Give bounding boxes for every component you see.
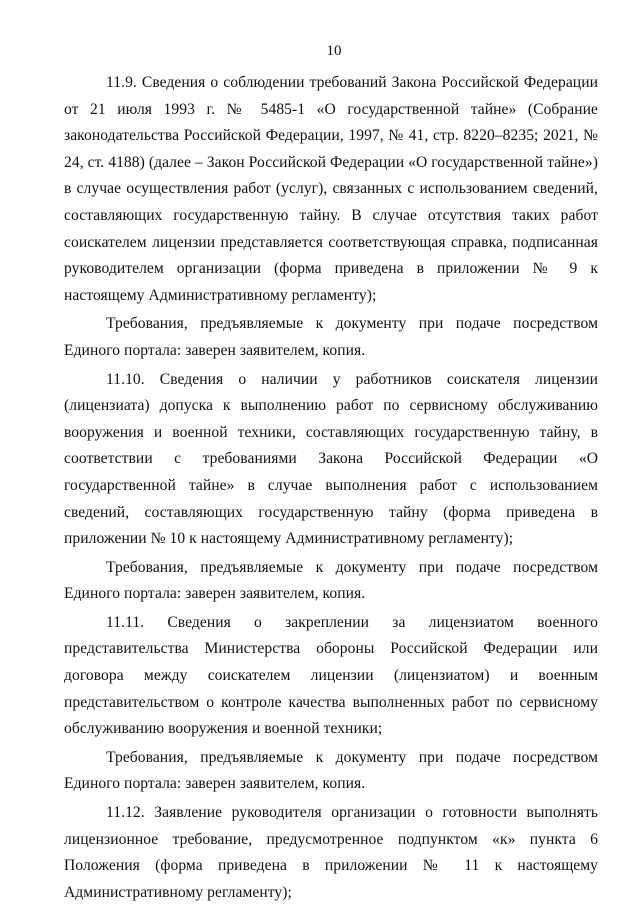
paragraph-11-9: 11.9. Сведения о соблюдении требований Закона Российской Федерации от 21 июля 1993 г. № 5485-1 «О государственной тайне» (Собрание законодательства Российской Федерации, 1997, № 41, стр. 8220–8235; 2021, № 24, ст. 4188) (далее – Закон Российской Федерации «О государственной тайне») в случае осуществления работ (услуг), связанных с использованием сведений, составляющих государственную тайну. В случае отсутствия таких работ соискателем лицензии представляется соответствующая справка, подписанная руководителем организации (форма приведена в приложении № 9 к настоящему Административному регламенту); [64, 74, 598, 304]
paragraph-requirements: Требования, предъявляемые к документу при подаче посредством Единого портала: заверен заявителем, копия. [64, 315, 598, 359]
paragraph-11-10: 11.10. Сведения о наличии у работников соискателя лицензии (лицензиата) допуска к выполнению работ по сервисному обслуживанию вооружения и военной техники, составляющих государственную тайну, в соответствии с требованиями Закона Российской Федерации «О государственной тайне» в случае выполнения работ с использованием сведений, составляющих государственную тайну (форма приведена в приложении № 10 к настоящему Административному регламенту); [64, 370, 598, 548]
paragraph-requirements: Требования, предъявляемые к документу при подаче посредством Единого портала: заверен заявителем, копия. [64, 748, 598, 793]
paragraph-requirements: Требования, предъявляемые к документу при подаче посредством Единого портала: заверен заявителем, копия. [64, 558, 598, 603]
paragraph-11-12: 11.12. Заявление руководителя организации о готовности выполнять лицензионное требование, предусмотренное подпунктом «к» пункта 6 Положения (форма приведена в приложении № 11 к настоящему Административному регламенту); [64, 804, 598, 901]
paragraph-11-11: 11.11. Сведения о закреплении за лицензиатом военного представительства Министерства обороны Российской Федерации или договора между соискателем лицензии (лицензиатом) и военным представительством о контроле качества выполненных работ по сервисному обслуживанию вооружения и военной техники; [64, 613, 598, 738]
page-number: 10 [326, 43, 342, 59]
